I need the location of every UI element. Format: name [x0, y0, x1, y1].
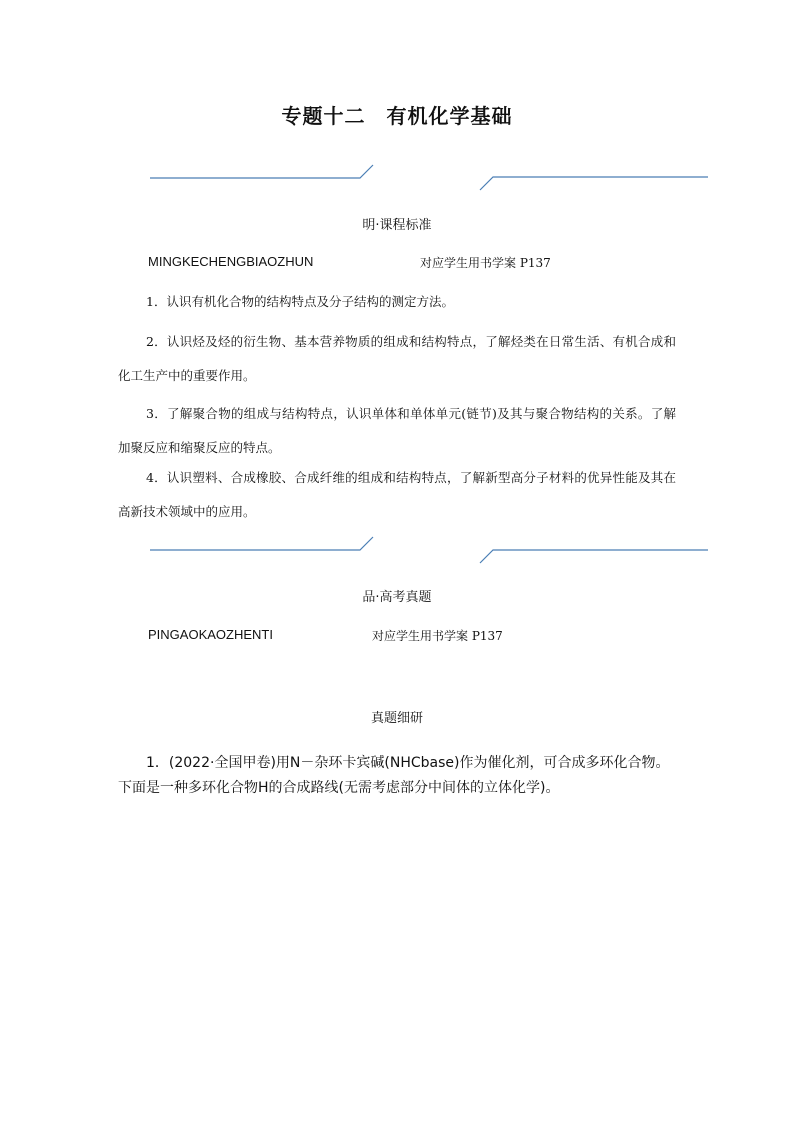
- curriculum-item-2: 2．认识烃及烃的衍生物、基本营养物质的组成和结构特点，了解烃类在日常生活、有机合成和化工生产中的重要作用。: [118, 334, 676, 383]
- curriculum-item-1: 1．认识有机化合物的结构特点及分子结构的测定方法。: [146, 294, 454, 309]
- section-title-study: 真题细研: [370, 711, 423, 726]
- textbook-reference-2: 对应学生用书学案 P137: [372, 629, 503, 643]
- section-pinyin-exam: PINGAOKAOZHENTI: [148, 627, 273, 642]
- section-pinyin-curriculum: MINGKECHENGBIAOZHUN: [148, 254, 314, 269]
- curriculum-item-3: 3．了解聚合物的组成与结构特点，认识单体和单体单元(链节)及其与聚合物结构的关系。了解加聚反应和缩聚反应的特点。: [118, 406, 676, 455]
- section-divider-1: [0, 160, 794, 200]
- curriculum-item-4: 4．认识塑料、合成橡胶、合成纤维的组成和结构特点，了解新型高分子材料的优异性能及其在高新技术领域中的应用。: [118, 470, 676, 519]
- page-title: 专题十二 有机化学基础: [281, 104, 513, 128]
- textbook-reference-1: 对应学生用书学案 P137: [420, 256, 551, 270]
- question-1: 1．(2022·全国甲卷)用N－杂环卡宾碱(NHCbase)作为催化剂，可合成多环化合物。下面是一种多环化合物H的合成路线(无需考虑部分中间体的立体化学)。: [118, 755, 670, 796]
- section-title-exam: 品·高考真题: [362, 590, 432, 605]
- section-divider-2: [0, 533, 794, 573]
- section-title-curriculum: 明·课程标准: [362, 218, 432, 233]
